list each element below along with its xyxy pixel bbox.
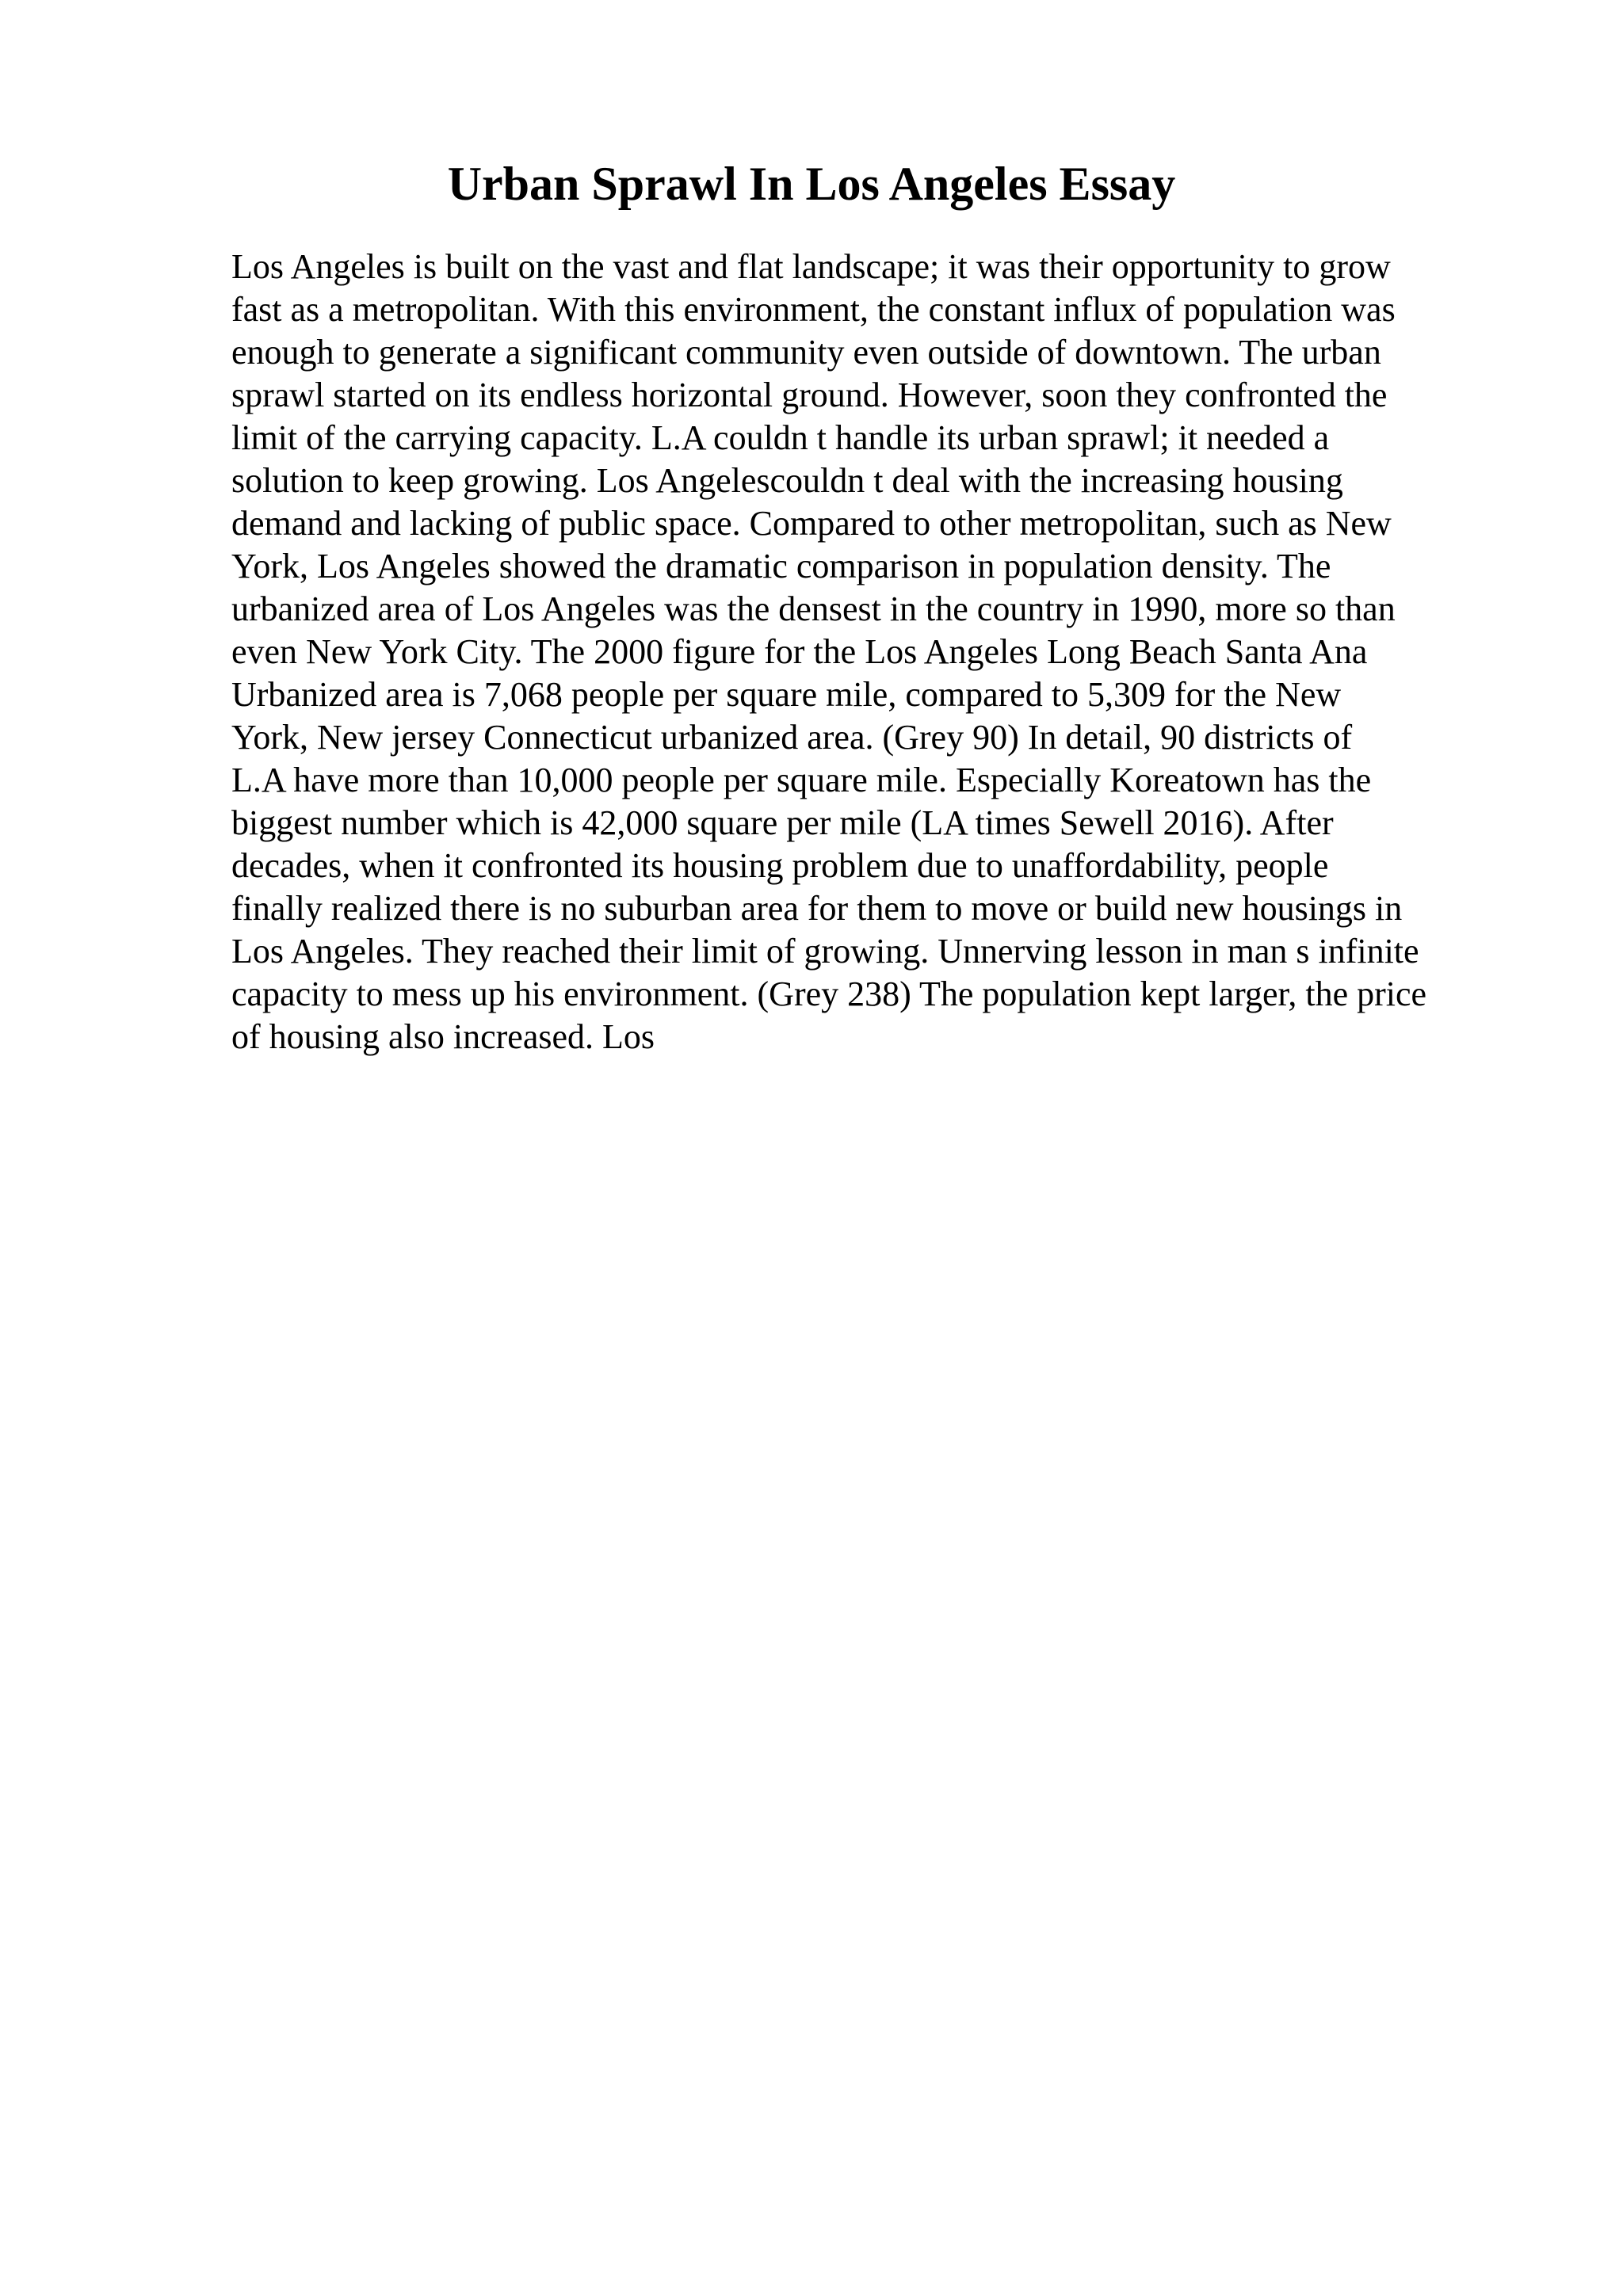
essay-line: fast as a metropolitan. With this environment, the constant influx of population was <box>231 290 1396 329</box>
essay-line: finally realized there is no suburban area for them to move or build new housings in <box>231 889 1403 928</box>
essay-line: sprawl started on its endless horizontal ground. However, soon they confronted the <box>231 376 1388 414</box>
essay-line: Los Angeles is built on the vast and flat landscape; it was their opportunity to grow <box>231 247 1391 286</box>
essay-line: demand and lacking of public space. Compared to other metropolitan, such as New <box>231 504 1392 543</box>
essay-line: even New York City. The 2000 figure for the Los Angeles Long Beach Santa Ana <box>231 632 1368 671</box>
essay-line: York, New jersey Connecticut urbanized area. (Grey 90) In detail, 90 districts of <box>231 718 1353 757</box>
essay-line: decades, when it confronted its housing problem due to unaffordability, people <box>231 846 1329 885</box>
essay-line: solution to keep growing. Los Angelescouldn t deal with the increasing housing <box>231 461 1343 500</box>
essay-line: biggest number which is 42,000 square per mile (LA times Sewell 2016). After <box>231 803 1334 842</box>
essay-line: of housing also increased. Los <box>231 1017 655 1056</box>
essay-line: Urbanized area is 7,068 people per square mile, compared to 5,309 for the New <box>231 675 1342 714</box>
document-title: Urban Sprawl In Los Angeles Essay <box>447 158 1176 210</box>
essay-line: enough to generate a significant community even outside of downtown. The urban <box>231 333 1381 372</box>
essay-line: L.A have more than 10,000 people per square mile. Especially Koreatown has the <box>231 761 1372 799</box>
essay-line: capacity to mess up his environment. (Grey 238) The population kept larger, the price <box>231 974 1427 1013</box>
essay-line: York, Los Angeles showed the dramatic comparison in population density. The <box>231 547 1331 585</box>
essay-line: Los Angeles. They reached their limit of growing. Unnerving lesson in man s infinite <box>231 932 1419 971</box>
essay-line: limit of the carrying capacity. L.A couldn t handle its urban sprawl; it needed a <box>231 418 1330 457</box>
essay-line: urbanized area of Los Angeles was the densest in the country in 1990, more so than <box>231 589 1396 628</box>
essay-body <box>231 246 1515 1058</box>
